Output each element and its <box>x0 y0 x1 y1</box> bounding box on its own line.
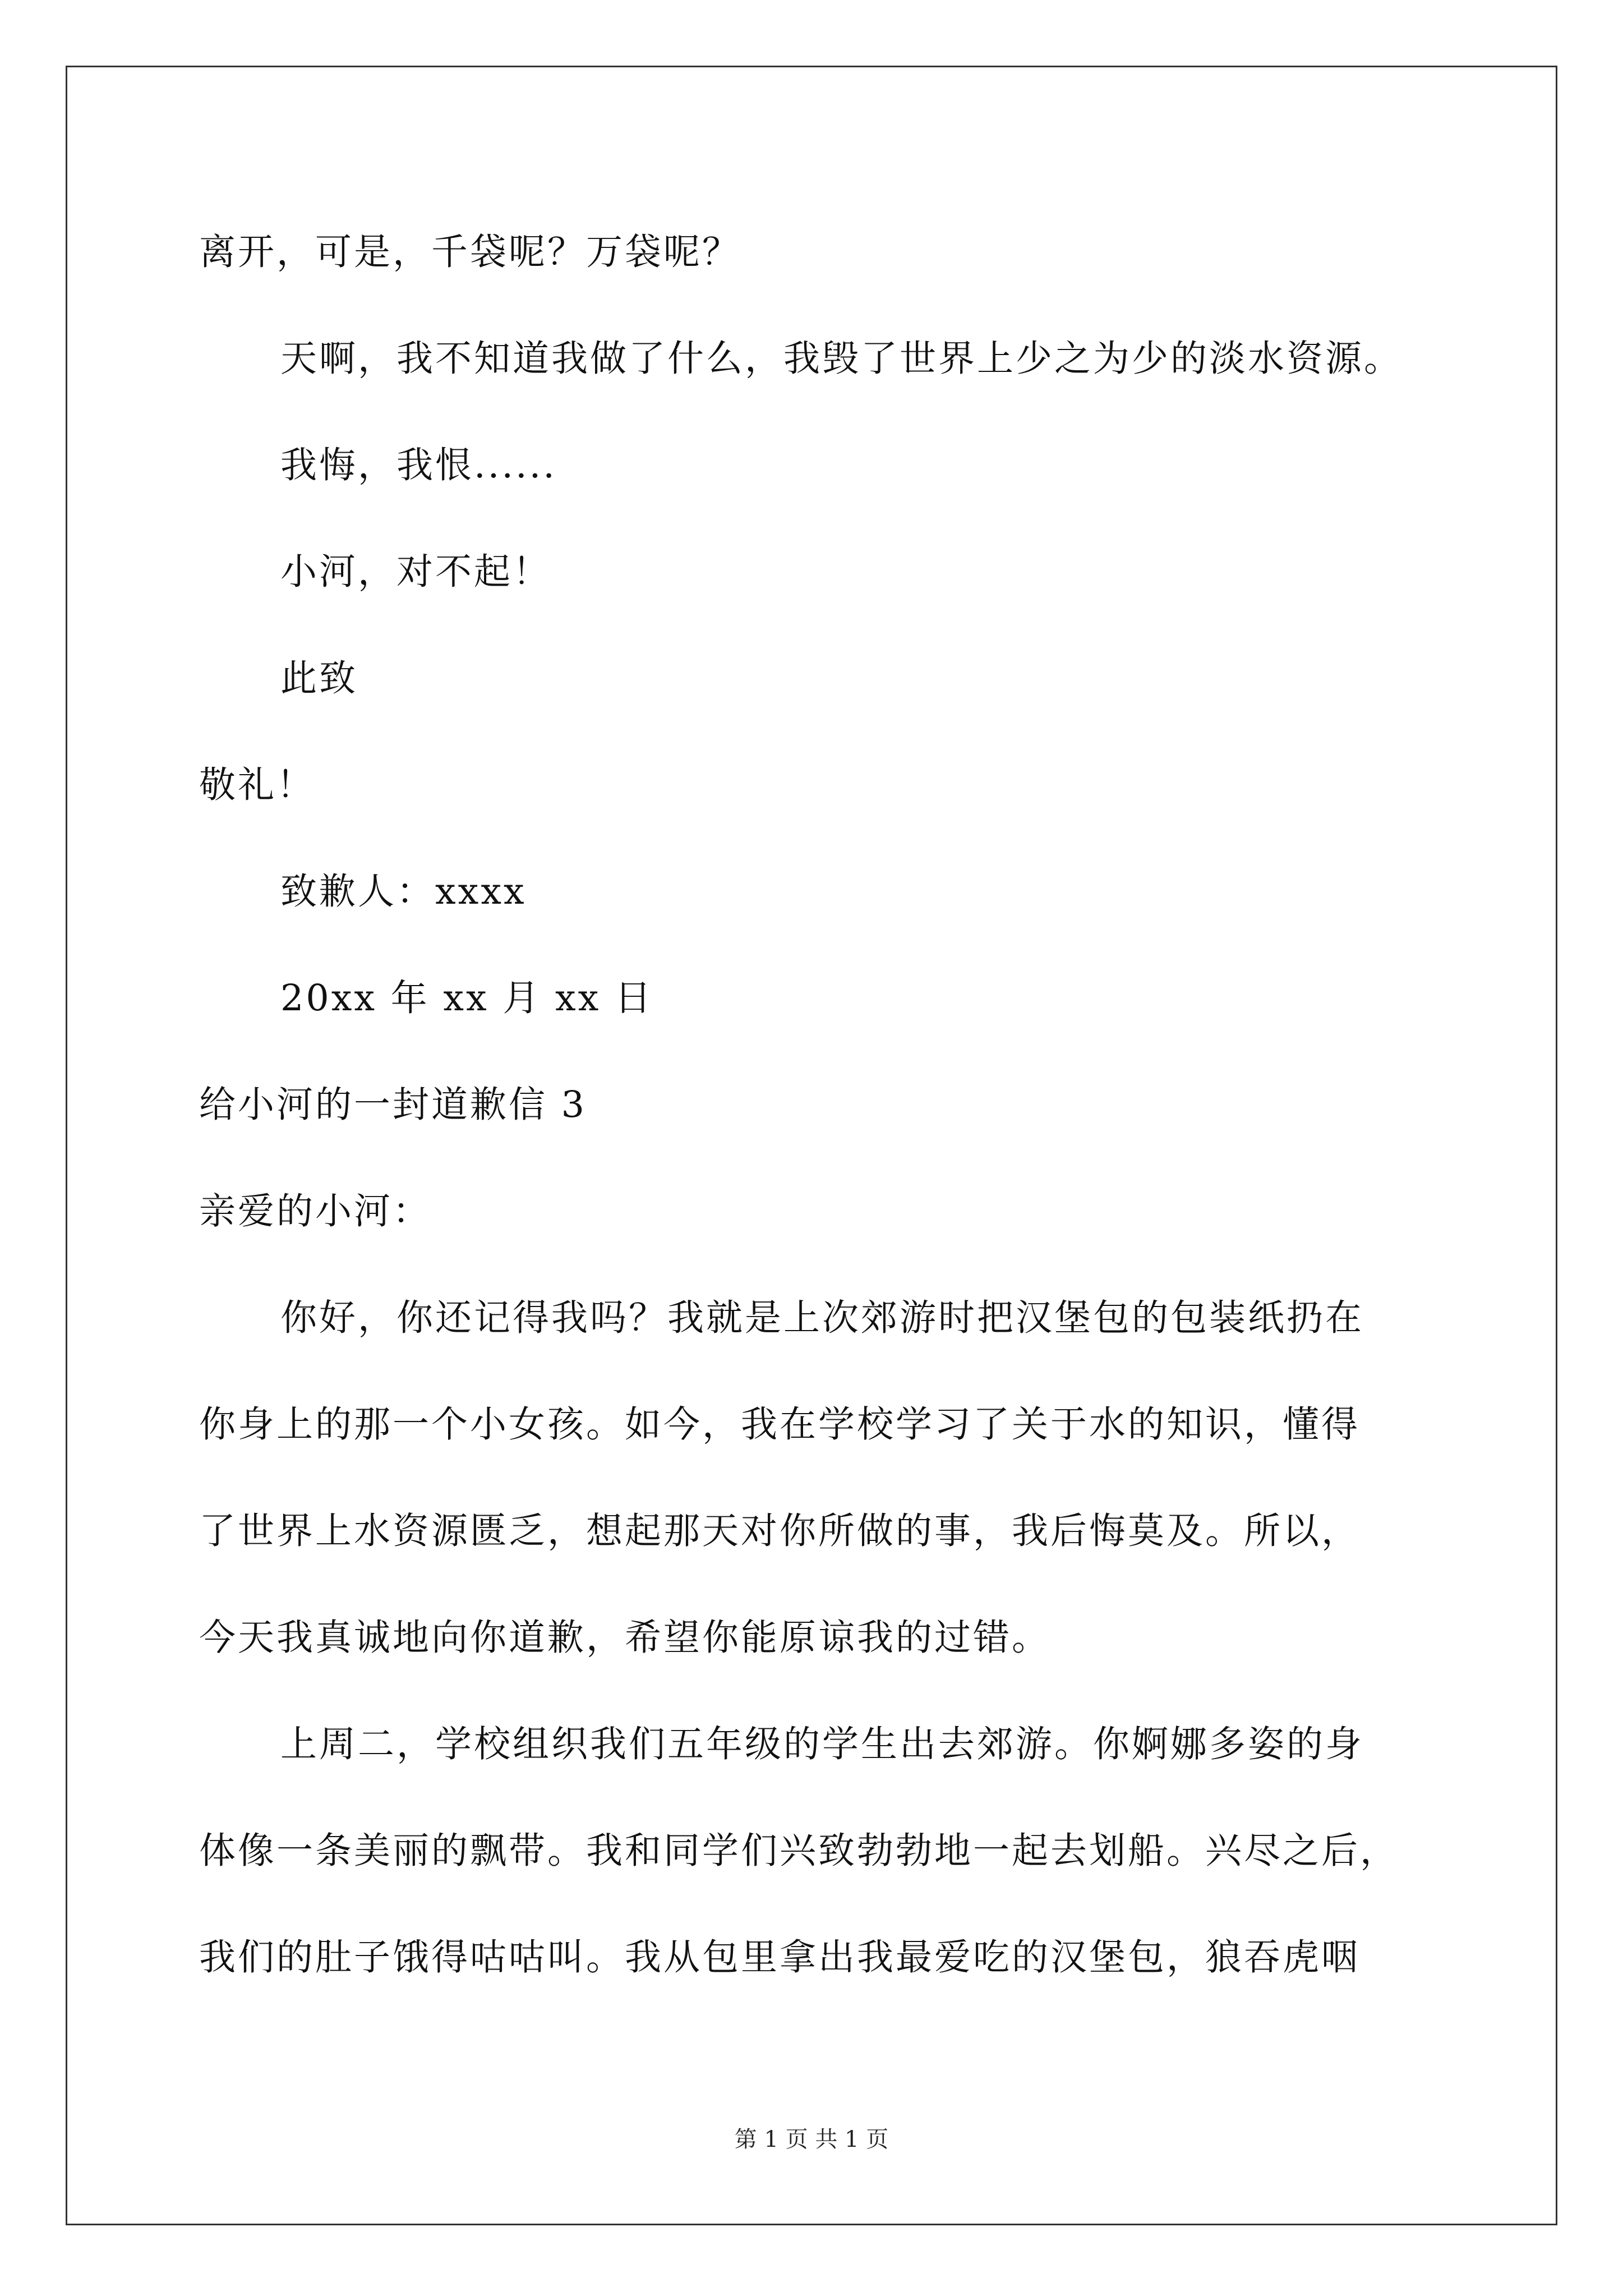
signature-line: 致歉人：xxxx <box>280 871 527 913</box>
text-line: 了世界上水资源匮乏，想起那天对你所做的事，我后悔莫及。所以， <box>199 1510 1361 1552</box>
text-line: 你身上的那一个小女孩。如今，我在学校学习了关于水的知识，懂得 <box>199 1404 1361 1446</box>
salutation-closing: 此致 <box>280 657 358 700</box>
text-line: 我们的肚子饿得咕咕叫。我从包里拿出我最爱吃的汉堡包，狼吞虎咽 <box>199 1936 1361 1978</box>
salutation-respect: 敬礼！ <box>199 764 316 806</box>
text-line: 体像一条美丽的飘带。我和同学们兴致勃勃地一起去划船。兴尽之后， <box>199 1830 1399 1872</box>
text-line: 今天我真诚地向你道歉，希望你能原谅我的过错。 <box>199 1617 1051 1659</box>
text-line: 上周二，学校组织我们五年级的学生出去郊游。你婀娜多姿的身 <box>280 1723 1364 1765</box>
page-number-footer: 第 1 页 共 1 页 <box>734 2127 889 2152</box>
text-line: 你好，你还记得我吗？我就是上次郊游时把汉堡包的包装纸扔在 <box>280 1297 1364 1339</box>
letter-title: 给小河的一封道歉信 3 <box>199 1084 587 1126</box>
text-line: 我悔，我恨...... <box>280 444 557 486</box>
date-line: 20xx 年 xx 月 xx 日 <box>280 977 653 1019</box>
letter-greeting: 亲爱的小河： <box>199 1190 432 1232</box>
text-line: 天啊，我不知道我做了什么，我毁了世界上少之为少的淡水资源。 <box>280 338 1403 380</box>
text-line: 离开，可是，千袋呢？万袋呢？ <box>199 231 741 273</box>
page-border <box>66 66 1557 2225</box>
text-line: 小河，对不起！ <box>280 551 552 593</box>
